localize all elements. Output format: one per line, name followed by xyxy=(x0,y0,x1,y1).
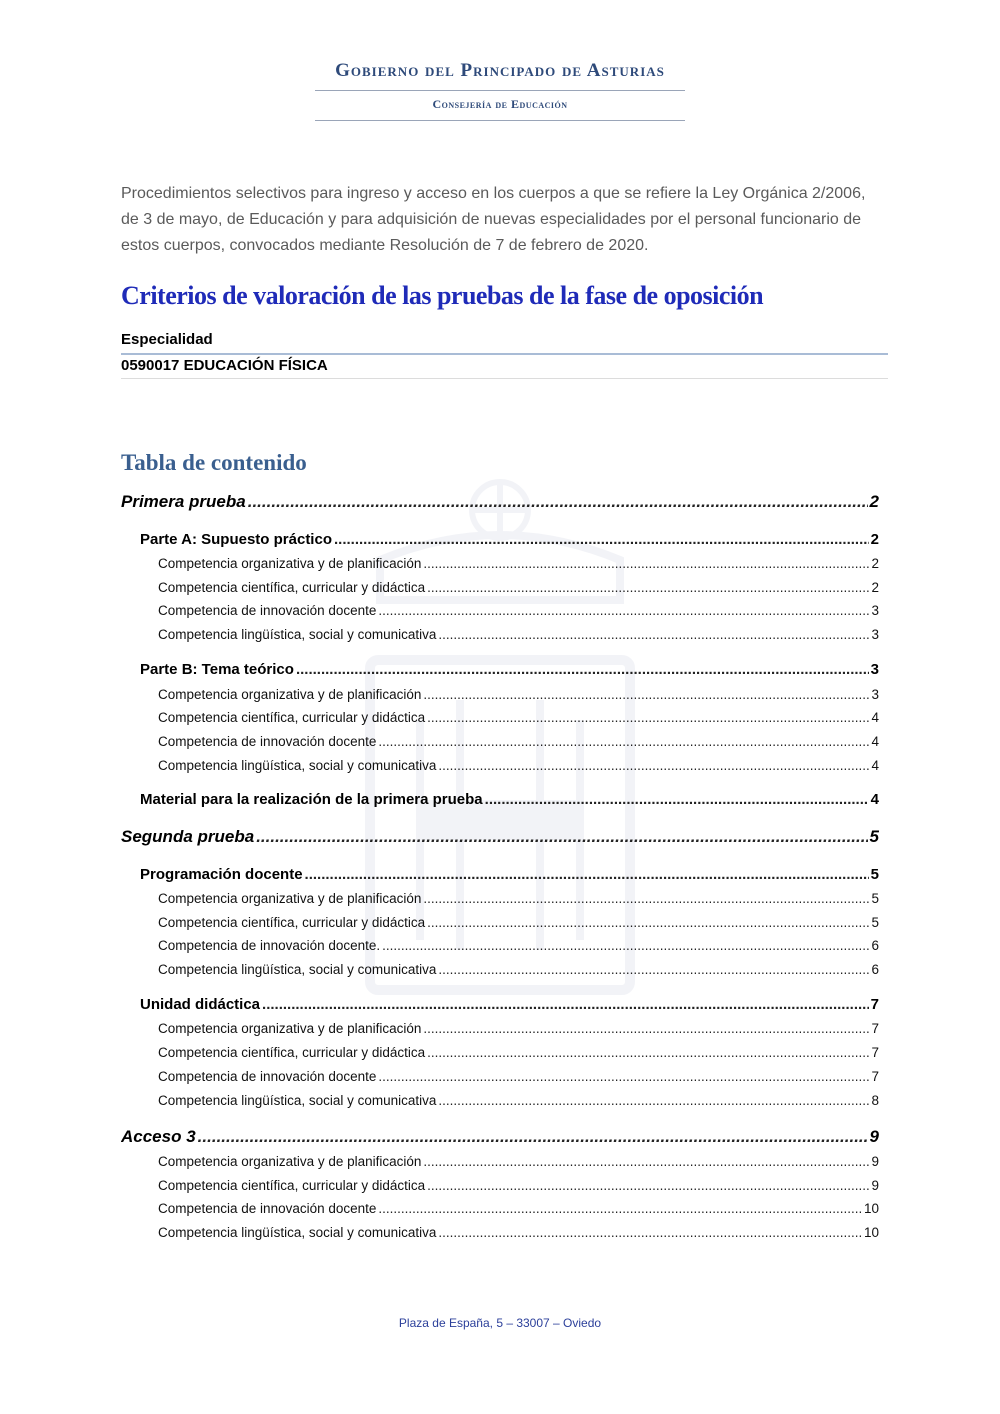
toc-entry-text: Competencia científica, curricular y didáctica xyxy=(158,915,426,930)
toc-entry-acceso-3[interactable] xyxy=(121,1127,879,1149)
toc-entry-competencia[interactable] xyxy=(158,962,879,980)
toc-entry-competencia[interactable] xyxy=(158,556,879,574)
toc-entry-competencia[interactable] xyxy=(158,734,879,752)
toc-page-number: 4 xyxy=(871,758,879,773)
toc-entry-text: Competencia científica, curricular y didáctica xyxy=(158,580,426,595)
toc-leader xyxy=(438,1093,869,1108)
toc-page-number: 7 xyxy=(871,1069,879,1084)
toc-entry-text: Programación docente xyxy=(140,866,303,883)
toc-page-number: 2 xyxy=(871,580,879,595)
specialty-value: 0590017 EDUCACIÓN FÍSICA xyxy=(121,357,328,374)
toc-entry-text: Competencia de innovación docente. xyxy=(158,938,381,953)
toc-entry-competencia[interactable] xyxy=(158,1069,879,1087)
toc-leader xyxy=(438,758,869,773)
toc-leader xyxy=(427,580,869,595)
toc-page-number: 3 xyxy=(871,603,879,618)
toc-entry-text: Parte A: Supuesto práctico xyxy=(140,531,332,548)
toc-page-number: 6 xyxy=(871,938,879,953)
toc-entry-text: Unidad didáctica xyxy=(140,996,261,1013)
toc-entry-text: Material para la realización de la primera prueba xyxy=(140,791,483,808)
toc-entry-competencia[interactable] xyxy=(158,1178,879,1196)
toc-entry-text: Competencia científica, curricular y didáctica xyxy=(158,710,426,725)
toc-page-number: 8 xyxy=(871,1093,879,1108)
toc-leader xyxy=(423,891,869,906)
toc-entry-text: Competencia de innovación docente xyxy=(158,1201,377,1216)
toc-leader xyxy=(423,1154,869,1169)
toc-page-number: 2 xyxy=(871,556,879,571)
toc-page-number: 9 xyxy=(871,1178,879,1193)
toc-entry-competencia[interactable] xyxy=(158,603,879,621)
toc-leader xyxy=(378,734,869,749)
toc-entry-programacion[interactable] xyxy=(140,866,879,886)
toc-entry-parte-b[interactable] xyxy=(140,661,879,681)
toc-entry-text: Competencia lingüística, social y comunicativa xyxy=(158,758,437,773)
toc-entry-text: Competencia organizativa y de planificación xyxy=(158,556,422,571)
toc-leader xyxy=(438,1225,862,1240)
toc-entry-text: Competencia lingüística, social y comunicativa xyxy=(158,1093,437,1108)
toc-leader xyxy=(248,492,868,512)
toc-page-number: 4 xyxy=(871,710,879,725)
toc-page-number: 3 xyxy=(871,627,879,642)
toc-page-number: 10 xyxy=(863,1225,879,1240)
toc-entry-competencia[interactable] xyxy=(158,627,879,645)
toc-entry-text: Competencia organizativa y de planificación xyxy=(158,1021,422,1036)
toc-entry-competencia[interactable] xyxy=(158,580,879,598)
toc-page-number: 2 xyxy=(869,492,879,511)
intro-paragraph: Procedimientos selectivos para ingreso y acceso en los cuerpos a que se refiere la Ley Orgánica 2/2006, de 3 de mayo, de Educación y para adquisición de nuevas especialidades por el personal funcionario de estos cuerpos, convocados mediante Resolución de 7 de febrero de 2020. xyxy=(121,185,866,254)
toc-leader xyxy=(485,791,869,808)
toc-page-number: 9 xyxy=(871,1154,879,1169)
toc-entry-text: Competencia organizativa y de planificación xyxy=(158,687,422,702)
toc-page-number: 5 xyxy=(870,866,879,883)
toc-leader xyxy=(305,866,869,883)
toc-leader xyxy=(423,1021,869,1036)
toc-entry-text: Competencia lingüística, social y comunicativa xyxy=(158,962,437,977)
toc-title: Tabla de contenido xyxy=(121,450,307,475)
toc-leader xyxy=(334,531,869,548)
toc-entry-text: Acceso 3 xyxy=(121,1127,196,1146)
toc-leader xyxy=(378,1069,869,1084)
toc-leader xyxy=(198,1127,868,1147)
toc-entry-competencia[interactable] xyxy=(158,1021,879,1039)
toc-page-number: 9 xyxy=(869,1127,879,1146)
toc-leader xyxy=(427,1045,869,1060)
toc-entry-text: Competencia lingüística, social y comunicativa xyxy=(158,1225,437,1240)
toc-entry-text: Primera prueba xyxy=(121,492,246,511)
toc-entry-text: Segunda prueba xyxy=(121,827,255,846)
toc-leader xyxy=(296,661,869,678)
toc-page-number: 7 xyxy=(871,1045,879,1060)
toc-page-number: 3 xyxy=(871,687,879,702)
toc-entry-text: Competencia de innovación docente xyxy=(158,1069,377,1084)
toc-page-number: 4 xyxy=(871,734,879,749)
toc-entry-competencia[interactable] xyxy=(158,1093,879,1111)
toc-entry-competencia[interactable] xyxy=(158,758,879,776)
toc-page-number: 7 xyxy=(871,1021,879,1036)
toc-page-number: 3 xyxy=(870,661,879,678)
toc-entry-competencia[interactable] xyxy=(158,1154,879,1172)
toc-leader xyxy=(438,627,869,642)
toc-leader xyxy=(438,962,869,977)
toc-entry-text: Parte B: Tema teórico xyxy=(140,661,294,678)
main-title: Criterios de valoración de las pruebas de la fase de oposición xyxy=(121,281,764,310)
page-footer-address: Plaza de España, 5 – 33007 – Oviedo xyxy=(398,1316,602,1330)
toc-entry-text: Competencia de innovación docente xyxy=(158,734,377,749)
toc-leader xyxy=(378,1201,862,1216)
toc-entry-competencia[interactable] xyxy=(158,891,879,909)
toc-leader xyxy=(427,1178,869,1193)
toc-entry-unidad-didactica[interactable] xyxy=(140,996,879,1016)
toc-leader xyxy=(262,996,869,1013)
toc-leader xyxy=(378,603,869,618)
toc-entry-parte-a[interactable] xyxy=(140,531,879,551)
toc-entry-competencia[interactable] xyxy=(158,1201,879,1219)
toc-entry-material[interactable] xyxy=(140,791,879,811)
toc-entry-competencia[interactable] xyxy=(158,1225,879,1243)
header-title: Gobierno del Principado de Asturias xyxy=(335,60,665,81)
toc-page-number: 2 xyxy=(870,531,879,548)
toc-leader xyxy=(427,915,869,930)
toc-entry-text: Competencia organizativa y de planificación xyxy=(158,1154,422,1169)
toc-entry-text: Competencia lingüística, social y comunicativa xyxy=(158,627,437,642)
toc-page-number: 5 xyxy=(871,891,879,906)
toc-entry-text: Competencia de innovación docente xyxy=(158,603,377,618)
toc-page-number: 5 xyxy=(871,915,879,930)
toc-leader xyxy=(423,556,869,571)
toc-entry-primera-prueba[interactable] xyxy=(121,492,879,514)
specialty-label: Especialidad xyxy=(121,331,213,348)
header-subtitle: Consejería de Educación xyxy=(432,97,568,111)
toc-page-number: 5 xyxy=(869,827,879,846)
toc-entry-competencia[interactable] xyxy=(158,687,879,705)
toc-leader xyxy=(427,710,869,725)
toc-leader xyxy=(256,827,867,847)
toc-entry-text: Competencia científica, curricular y didáctica xyxy=(158,1045,426,1060)
toc-entry-competencia[interactable] xyxy=(158,1045,879,1063)
toc-entry-segunda-prueba[interactable] xyxy=(121,827,879,849)
toc-page-number: 10 xyxy=(863,1201,879,1216)
toc-page-number: 4 xyxy=(870,791,879,808)
toc-entry-competencia[interactable] xyxy=(158,710,879,728)
toc-entry-text: Competencia científica, curricular y didáctica xyxy=(158,1178,426,1193)
toc-leader xyxy=(423,687,869,702)
toc-page-number: 7 xyxy=(870,996,879,1013)
toc-entry-competencia[interactable] xyxy=(158,915,879,933)
toc-page-number: 6 xyxy=(871,962,879,977)
toc-leader xyxy=(382,938,869,953)
toc-entry-text: Competencia organizativa y de planificación xyxy=(158,891,422,906)
toc-entry-competencia[interactable] xyxy=(158,938,879,956)
